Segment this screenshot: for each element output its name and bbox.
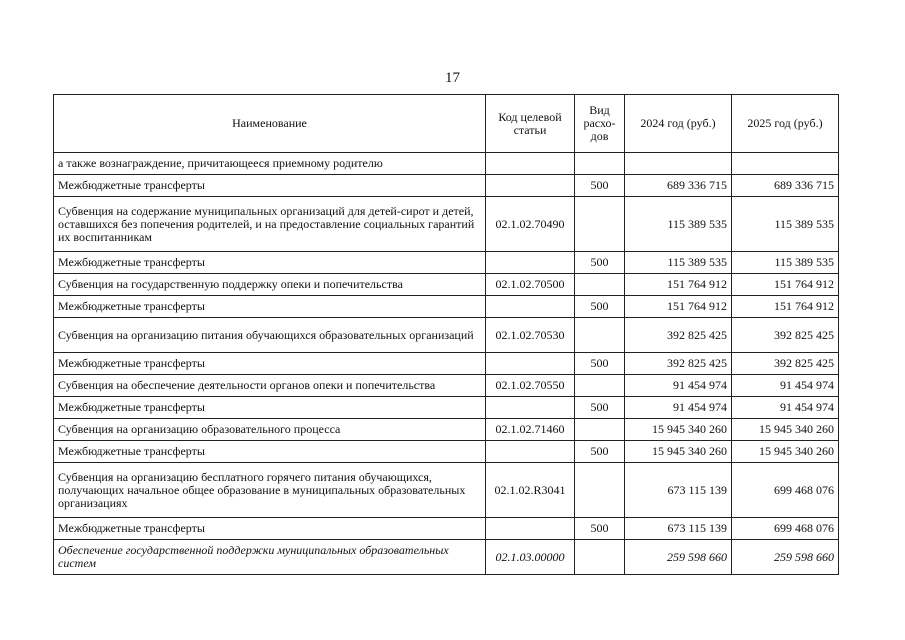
- cell-name: Субвенция на обеспечение деятельности органов опеки и попечительства: [54, 375, 486, 397]
- cell-2024: 392 825 425: [625, 353, 732, 375]
- table-row: [54, 197, 839, 252]
- cell-2025: [732, 153, 839, 175]
- cell-2025: 392 825 425: [732, 353, 839, 375]
- table-row: [54, 540, 839, 575]
- cell-code: [486, 252, 575, 274]
- cell-code: 02.1.02.70500: [486, 274, 575, 296]
- cell-2024: 151 764 912: [625, 296, 732, 318]
- cell-2025: 15 945 340 260: [732, 441, 839, 463]
- table-row: [54, 518, 839, 540]
- cell-type: 500: [575, 252, 625, 274]
- cell-type: [575, 463, 625, 518]
- table-header-row: [54, 95, 839, 153]
- cell-2025: 115 389 535: [732, 197, 839, 252]
- cell-2025: 91 454 974: [732, 375, 839, 397]
- table-row: [54, 153, 839, 175]
- table-row: [54, 397, 839, 419]
- cell-name: Субвенция на организацию образовательного процесса: [54, 419, 486, 441]
- cell-2025: 699 468 076: [732, 518, 839, 540]
- cell-2024: 259 598 660: [625, 540, 732, 575]
- budget-table: [53, 94, 839, 575]
- cell-name: Межбюджетные трансферты: [54, 353, 486, 375]
- header-code: Код целевой статьи: [486, 95, 575, 153]
- cell-type: 500: [575, 518, 625, 540]
- cell-name: а также вознаграждение, причитающееся приемному родителю: [54, 153, 486, 175]
- cell-2025: 699 468 076: [732, 463, 839, 518]
- cell-code: 02.1.02.70490: [486, 197, 575, 252]
- table-row: [54, 274, 839, 296]
- cell-2025: 689 336 715: [732, 175, 839, 197]
- cell-type: [575, 153, 625, 175]
- cell-2024: 15 945 340 260: [625, 441, 732, 463]
- page-number: 17: [445, 70, 460, 86]
- cell-type: 500: [575, 175, 625, 197]
- cell-2025: 392 825 425: [732, 318, 839, 353]
- cell-type: 500: [575, 296, 625, 318]
- cell-2025: 91 454 974: [732, 397, 839, 419]
- cell-type: 500: [575, 397, 625, 419]
- cell-2025: 151 764 912: [732, 274, 839, 296]
- table-row: [54, 375, 839, 397]
- table-row: [54, 318, 839, 353]
- cell-code: 02.1.03.00000: [486, 540, 575, 575]
- table-row: [54, 353, 839, 375]
- table-row: [54, 252, 839, 274]
- cell-type: [575, 419, 625, 441]
- cell-type: [575, 274, 625, 296]
- cell-name: Межбюджетные трансферты: [54, 296, 486, 318]
- table-row: [54, 175, 839, 197]
- cell-type: [575, 540, 625, 575]
- header-type: Вид расхо-дов: [575, 95, 625, 153]
- cell-2024: 115 389 535: [625, 252, 732, 274]
- cell-2024: [625, 153, 732, 175]
- cell-code: [486, 153, 575, 175]
- cell-code: 02.1.02.71460: [486, 419, 575, 441]
- cell-name: Субвенция на государственную поддержку опеки и попечительства: [54, 274, 486, 296]
- cell-2025: 151 764 912: [732, 296, 839, 318]
- cell-2024: 91 454 974: [625, 397, 732, 419]
- cell-type: [575, 197, 625, 252]
- header-2024: 2024 год (руб.): [625, 95, 732, 153]
- cell-name: Субвенция на содержание муниципальных организаций для детей-сирот и детей, оставшихся без попечения родителей, и на предоставление социальных гарантий их воспитанникам: [54, 197, 486, 252]
- cell-name: Субвенция на организацию бесплатного горячего питания обучающихся, получающих начальное общее образование в муниципальных образовательных организациях: [54, 463, 486, 518]
- cell-name: Межбюджетные трансферты: [54, 252, 486, 274]
- cell-2024: 115 389 535: [625, 197, 732, 252]
- table-row: [54, 296, 839, 318]
- cell-name: Субвенция на организацию питания обучающихся образовательных организаций: [54, 318, 486, 353]
- cell-code: 02.1.02.R3041: [486, 463, 575, 518]
- cell-2025: 15 945 340 260: [732, 419, 839, 441]
- cell-type: 500: [575, 353, 625, 375]
- cell-code: [486, 175, 575, 197]
- cell-2024: 689 336 715: [625, 175, 732, 197]
- cell-code: [486, 397, 575, 419]
- cell-2025: 259 598 660: [732, 540, 839, 575]
- cell-code: 02.1.02.70550: [486, 375, 575, 397]
- cell-2024: 151 764 912: [625, 274, 732, 296]
- cell-2025: 115 389 535: [732, 252, 839, 274]
- table-row: [54, 441, 839, 463]
- cell-name: Межбюджетные трансферты: [54, 441, 486, 463]
- header-name: Наименование: [54, 95, 486, 153]
- cell-name: Межбюджетные трансферты: [54, 518, 486, 540]
- cell-2024: 15 945 340 260: [625, 419, 732, 441]
- cell-code: [486, 353, 575, 375]
- cell-name: Межбюджетные трансферты: [54, 175, 486, 197]
- cell-code: [486, 296, 575, 318]
- cell-type: [575, 318, 625, 353]
- cell-2024: 392 825 425: [625, 318, 732, 353]
- cell-name: Обеспечение государственной поддержки муниципальных образовательных систем: [54, 540, 486, 575]
- cell-code: [486, 441, 575, 463]
- cell-2024: 673 115 139: [625, 518, 732, 540]
- cell-code: [486, 518, 575, 540]
- cell-2024: 673 115 139: [625, 463, 732, 518]
- table-row: [54, 419, 839, 441]
- cell-code: 02.1.02.70530: [486, 318, 575, 353]
- cell-2024: 91 454 974: [625, 375, 732, 397]
- cell-name: Межбюджетные трансферты: [54, 397, 486, 419]
- cell-type: 500: [575, 441, 625, 463]
- table-row: [54, 463, 839, 518]
- header-2025: 2025 год (руб.): [732, 95, 839, 153]
- cell-type: [575, 375, 625, 397]
